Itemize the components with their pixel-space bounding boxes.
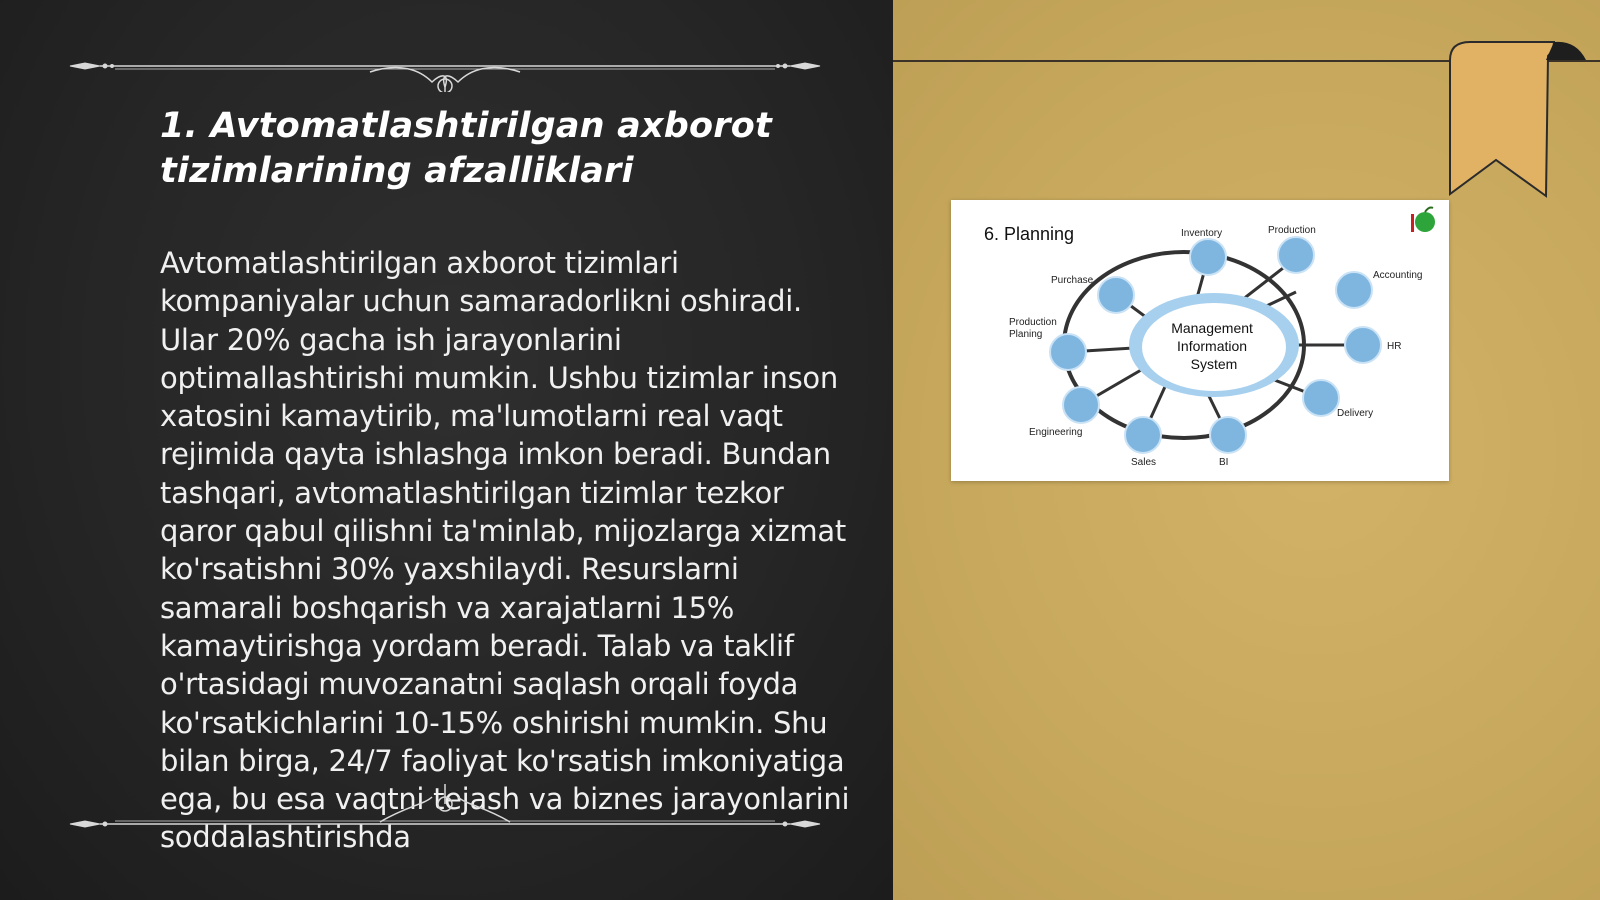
inventory-label: Inventory [1181, 228, 1223, 239]
accounting-node [1336, 272, 1372, 308]
delivery-label: Delivery [1337, 408, 1374, 419]
inventory-node [1190, 239, 1226, 275]
accounting-label: Accounting [1373, 270, 1423, 281]
bi-label: BI [1219, 457, 1229, 468]
apple-logo-icon [1411, 208, 1435, 233]
mis-diagram-image [951, 200, 1449, 481]
engineering-label: Engineering [1029, 427, 1083, 438]
purchase-label: Purchase [1051, 275, 1094, 286]
production-node [1278, 237, 1314, 273]
slide-body-text: Avtomatlashtirilgan axborot tizimlari kompaniyalar uchun samaradorlikni oshiradi. Ular 20% gacha ish jarayonlarini optimallashtirishi mumkin. Ushbu tizimlar inson xatosini kamaytirib, ma'lumotlarni real vaqt rejimida qayta ishlashga imkon beradi. Bundan tashqari, avtomatlashtirilgan tizimlar tezkor qaror qabul qilishni ta'minlab, mijozlarga xizmat ko'rsatishni 30% yaxshilaydi. Resurslarni samarali boshqarish va xarajatlarni 15% kamaytirishga yordam beradi. Talab va taklif o'rtasidagi muvozanatni saqlash orqali foyda ko'rsatkichlarini 10-15% oshirishi mumkin. Shu bilan birga, 24/7 faoliyat ko'rsatish imkoniyatiga ega, bu esa vaqtni tejash va biznes jarayonlarini soddalashtirishda [160, 246, 850, 855]
delivery-node [1303, 380, 1339, 416]
engineering-node [1063, 387, 1099, 423]
bookmark-ribbon-icon [1436, 36, 1586, 206]
production-planing-label: Production Planing [1009, 317, 1057, 340]
top-ornament-divider [60, 42, 830, 92]
bottom-ornament-divider [60, 782, 830, 832]
hr-node [1345, 327, 1381, 363]
purchase-node [1098, 277, 1134, 313]
sales-label: Sales [1131, 457, 1157, 468]
bi-node [1210, 417, 1246, 453]
production-planing-node [1050, 334, 1086, 370]
mis-diagram [951, 200, 1449, 481]
hr-label: HR [1387, 341, 1402, 352]
diagram-heading: 6. Planning [984, 224, 1075, 244]
center-label: Management Information System [1171, 320, 1253, 372]
slide-title: 1. Avtomatlashtirilgan axborot tizimlarining afzalliklari [160, 106, 772, 191]
sales-node [1125, 417, 1161, 453]
production-label: Production [1268, 225, 1316, 236]
